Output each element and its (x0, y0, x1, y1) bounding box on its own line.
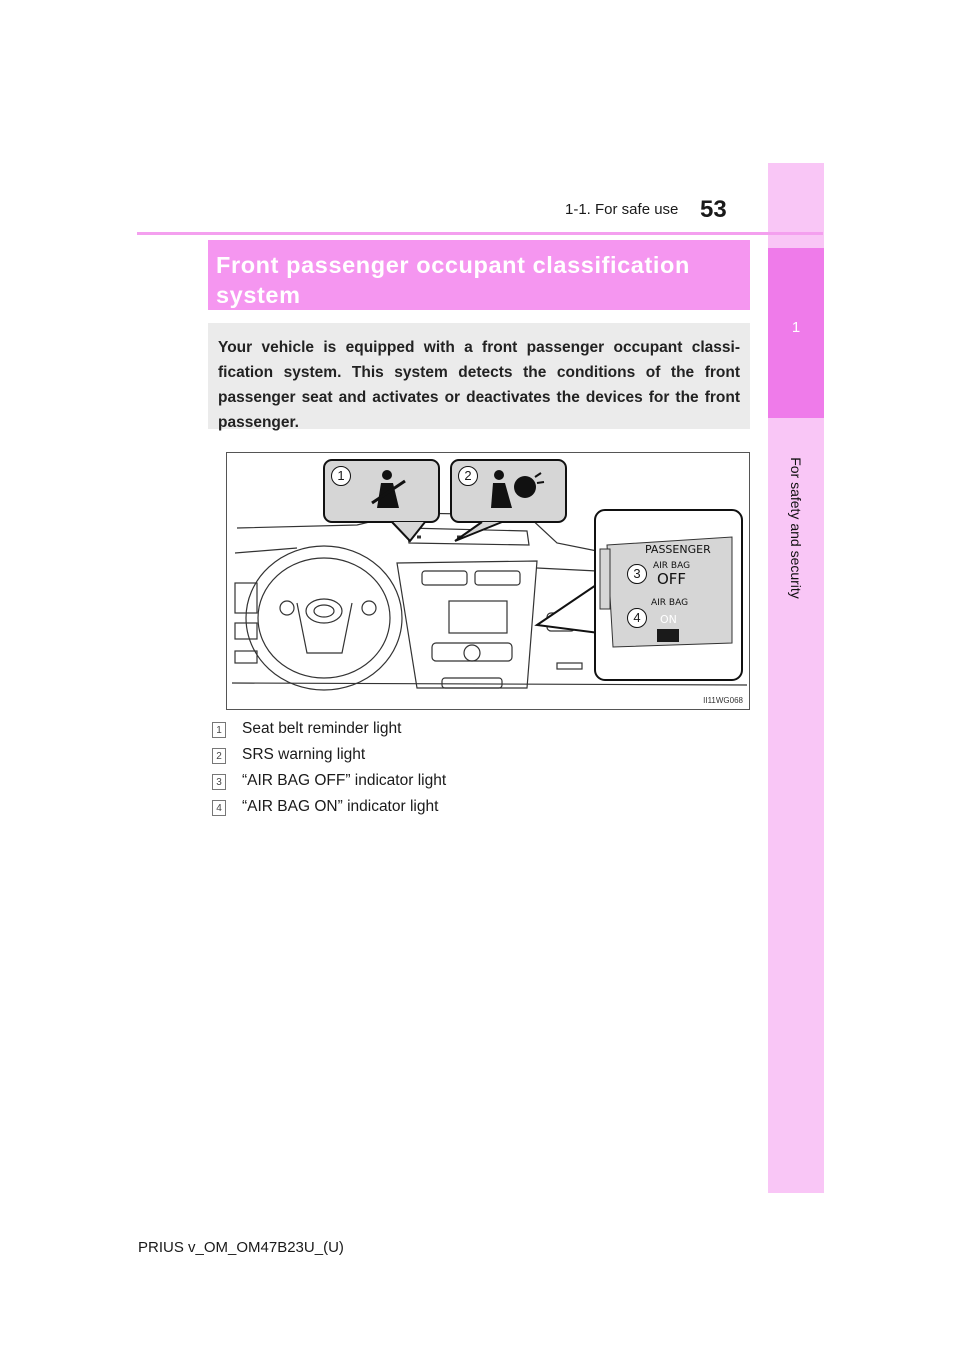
legend-item (212, 772, 612, 798)
chapter-label: For safety and security (788, 457, 804, 599)
callout-3: 3 (627, 564, 647, 584)
callout-1: 1 (331, 466, 351, 486)
legend-number: 1 (212, 722, 226, 738)
callout-2: 2 (458, 466, 478, 486)
legend-text: SRS warning light (242, 746, 366, 763)
header-divider (137, 232, 823, 235)
panel-airbag-on-label: AIR BAG (651, 598, 689, 608)
title-line-2: system (216, 282, 301, 308)
airbag-on-indicator: ON (660, 613, 677, 626)
intro-box (208, 323, 750, 429)
document-code-footer: PRIUS v_OM_OM47B23U_(U) (138, 1239, 344, 1256)
figure-code: II11WG068 (703, 696, 743, 705)
title-line-1: Front passenger occupant classification (216, 252, 690, 278)
section-label: 1-1. For safe use (565, 201, 679, 218)
legend-text: Seat belt reminder light (242, 720, 402, 737)
dashboard-illustration (226, 452, 750, 710)
legend-number: 2 (212, 748, 226, 764)
legend-item (212, 746, 612, 772)
legend-number: 3 (212, 774, 226, 790)
legend-number: 4 (212, 800, 226, 816)
panel-passenger-label: PASSENGER (645, 543, 711, 556)
legend-item (212, 720, 612, 746)
callout-4: 4 (627, 608, 647, 628)
legend-item (212, 798, 612, 824)
panel-airbag-off-label: AIR BAG (653, 561, 691, 571)
airbag-off-indicator: OFF (657, 570, 687, 588)
intro-text: Your vehicle is equipped with a front passenger occupant classi-fication system. This system detects the conditions of the front passenger seat and activates or deactivates the devices for the front passenger. (218, 339, 740, 431)
page-number: 53 (700, 196, 727, 223)
legend-text: “AIR BAG ON” indicator light (242, 798, 439, 815)
legend-text: “AIR BAG OFF” indicator light (242, 772, 447, 789)
page-title (208, 240, 750, 310)
chapter-number: 1 (791, 319, 801, 336)
